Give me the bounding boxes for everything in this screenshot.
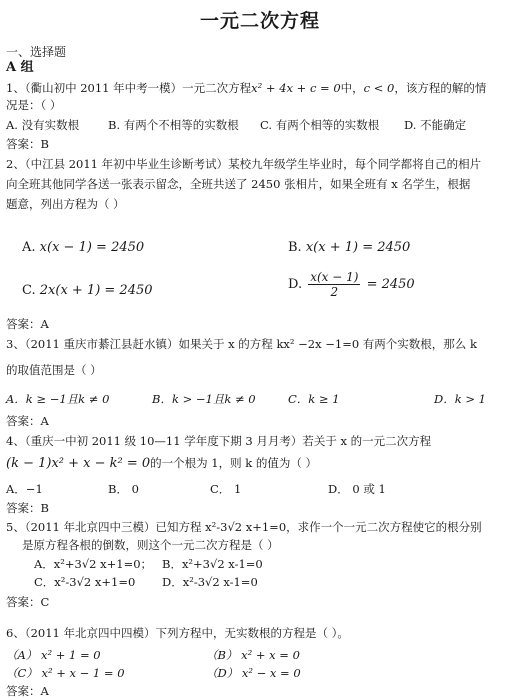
- q2-option-d-label: D.: [288, 277, 303, 292]
- q2-stem-line3: 题意，列出方程为（ ）: [6, 197, 125, 211]
- q1-condition: c < 0: [363, 81, 395, 95]
- section-heading: 一、选择题: [6, 45, 67, 59]
- q2-option-b: [288, 240, 410, 255]
- q6-option-b: （B） x² + x = 0: [206, 648, 300, 662]
- q2-option-c: [22, 283, 153, 298]
- q4-option-a: A．−1: [6, 482, 43, 496]
- q5-option-d: D．x²-3√2 x-1=0: [162, 575, 258, 589]
- q5-option-c: C．x²-3√2 x+1=0: [34, 575, 136, 589]
- q2-stem-line1: 2、（中江县 2011 年初中毕业生诊断考试）某校九年级学生毕业时，每个同学都将自己的相片: [6, 157, 482, 171]
- q2-option-c-label: C.: [22, 283, 36, 298]
- q2-stem-line2: 向全班其他同学各送一张表示留念，全班共送了 2450 张相片，如果全班有 x 名学生，根据: [6, 177, 471, 191]
- q3-option-b: B．k > −1且k ≠ 0: [152, 392, 256, 406]
- q4-stem-line2: [6, 455, 317, 472]
- q4-equation: (k − 1)x² + x − k² = 0: [6, 456, 151, 471]
- q4-stem-line1: 4、（重庆一中初 2011 级 10—11 学年度下期 3 月月考）若关于 x 的一元二次方程: [6, 434, 432, 448]
- q1-option-c: C. 有两个相等的实数根: [260, 118, 380, 132]
- q4-option-d: D． 0 或 1: [328, 482, 386, 496]
- q1-equation: x² + 4x + c = 0: [251, 81, 341, 95]
- q1-option-a: A. 没有实数根: [6, 118, 80, 132]
- page-title: 一元二次方程: [199, 10, 320, 32]
- q4-option-b: B． 0: [108, 482, 139, 496]
- q4-stem-tail: 的一个根为 1，则 k 的值为（ ）: [150, 456, 318, 470]
- group-heading: A 组: [6, 60, 34, 75]
- q4-answer: 答案：B: [6, 501, 49, 515]
- q1-option-d: D. 不能确定: [404, 118, 467, 132]
- q2-option-b-label: B.: [288, 240, 302, 255]
- q2-option-c-eq: 2x(x + 1) = 2450: [39, 283, 153, 298]
- q1-stem-b: 中，: [340, 81, 364, 95]
- q2-option-a-label: A.: [22, 240, 36, 255]
- q2-option-b-eq: x(x + 1) = 2450: [305, 240, 411, 255]
- q6-answer: 答案：A: [6, 684, 49, 698]
- q1-stem-line2: 况是：（ ）: [6, 98, 62, 112]
- q3-stem-line2: 的取值范围是（ ）: [6, 363, 102, 377]
- q5-stem-line2: 是原方程各根的倒数，则这个一元二次方程是（ ）: [22, 538, 279, 552]
- q1-answer: 答案：B: [6, 137, 49, 151]
- q3-option-a: A．k ≥ −1且k ≠ 0: [6, 392, 110, 406]
- q5-option-b: B．x²+3√2 x-1=0: [162, 557, 263, 571]
- q2-option-d-rest: = 2450: [366, 277, 415, 292]
- q2-answer: 答案：A: [6, 317, 49, 331]
- q5-answer: 答案：C: [6, 595, 50, 609]
- q2-option-a-eq: x(x − 1) = 2450: [39, 240, 145, 255]
- q1-option-b: B. 有两个不相等的实数根: [108, 118, 239, 132]
- q6-option-a: （A） x² + 1 = 0: [6, 648, 101, 662]
- q1-stem-a: 1、（衢山初中 2011 年中考一模）一元二次方程: [6, 81, 252, 95]
- q4-option-c: C． 1: [210, 482, 242, 496]
- q5-option-a: A．x²+3√2 x+1=0；: [34, 557, 153, 571]
- q2-option-a: [22, 240, 144, 255]
- q2-option-d: [288, 270, 415, 299]
- q3-answer: 答案：A: [6, 414, 49, 428]
- q6-option-c: （C） x² + x − 1 = 0: [6, 666, 125, 680]
- question-1-stem: [6, 80, 486, 96]
- q3-option-c: C．k ≥ 1: [288, 392, 340, 406]
- q3-option-d: D．k > 1: [434, 392, 486, 406]
- q5-stem-line1: 5、（2011 年北京四中三模）已知方程 x²-3√2 x+1=0，求作一个一元二次方程使它的根分别: [6, 520, 482, 534]
- q6-stem-line1: 6、（2011 年北京四中四模）下列方程中，无实数根的方程是（ ）。: [6, 626, 349, 640]
- q3-stem-line1: 3、（2011 重庆市綦江县赶水镇）如果关于 x 的方程 kx² −2x −1=0 有两个实数根，那么 k: [6, 337, 477, 351]
- q2-option-d-denominator: 2: [330, 285, 339, 299]
- q2-option-d-fraction: [308, 270, 360, 299]
- q6-option-d: （D） x² − x = 0: [206, 666, 301, 680]
- q1-stem-c: ，该方程的解的情: [394, 81, 487, 95]
- q2-option-d-numerator: x(x − 1): [310, 270, 359, 284]
